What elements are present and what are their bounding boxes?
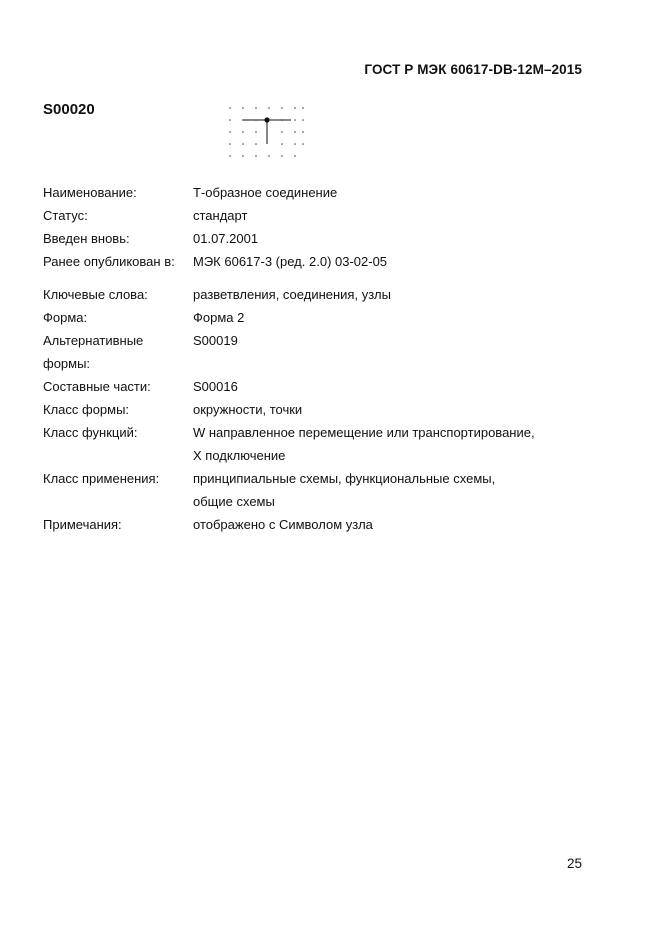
- page-number: 25: [566, 856, 582, 871]
- field-value: окружности, точки: [193, 402, 303, 417]
- field-label: Ключевые слова:: [43, 287, 148, 302]
- field-value: S00019: [193, 333, 238, 348]
- field-value: разветвления, соединения, узлы: [193, 287, 391, 302]
- field-value: МЭК 60617-3 (ред. 2.0) 03-02-05: [193, 254, 388, 269]
- field-label-line: формы:: [43, 356, 91, 371]
- field-value: 01.07.2001: [193, 231, 259, 246]
- field-value: X подключение: [193, 448, 286, 463]
- field-value: принципиальные схемы, функциональные схемы,: [193, 471, 496, 486]
- field-value: S00016: [193, 379, 238, 394]
- field-row-status: [43, 204, 583, 227]
- field-row-form: [43, 306, 583, 329]
- field-row-form-class: [43, 398, 583, 421]
- field-label: Класс функций:: [43, 425, 138, 440]
- field-label: Класс применения:: [43, 471, 160, 486]
- document-header: ГОСТ Р МЭК 60617-DB-12M–2015: [364, 62, 582, 77]
- field-label: Наименование:: [43, 185, 137, 200]
- field-label: Составные части:: [43, 379, 151, 394]
- field-value: Форма 2: [193, 310, 245, 325]
- field-row-notes: [43, 513, 583, 536]
- field-label: Статус:: [43, 208, 88, 223]
- field-row-application-class: [43, 467, 583, 513]
- field-row-previously-published: [43, 250, 583, 273]
- field-row-function-class: [43, 421, 583, 467]
- field-value: отображено с Символом узла: [193, 517, 373, 532]
- field-label: Примечания:: [43, 517, 122, 532]
- field-value: стандарт: [193, 208, 248, 223]
- field-value: общие схемы: [193, 494, 275, 509]
- field-label: [43, 329, 193, 375]
- field-value: W направленное перемещение или транспортирование,: [193, 425, 535, 440]
- field-label: Ранее опубликован в:: [43, 254, 175, 269]
- field-row-name: [43, 181, 583, 204]
- field-label: Введен вновь:: [43, 231, 130, 246]
- field-value: Т-образное соединение: [193, 185, 338, 200]
- field-label: Форма:: [43, 310, 88, 325]
- field-label: Класс формы:: [43, 402, 130, 417]
- field-row-alternative-forms: [43, 329, 583, 375]
- symbol-attributes-table: [43, 181, 583, 536]
- field-row-introduced: [43, 227, 583, 250]
- junction-dot: [264, 117, 269, 122]
- field-row-components: [43, 375, 583, 398]
- symbol-drawing: [225, 101, 309, 161]
- symbol-code: S00020: [43, 101, 95, 118]
- t-junction-symbol-icon: [225, 101, 309, 166]
- field-label-line: Альтернативные: [43, 333, 144, 348]
- field-row-keywords: [43, 283, 583, 306]
